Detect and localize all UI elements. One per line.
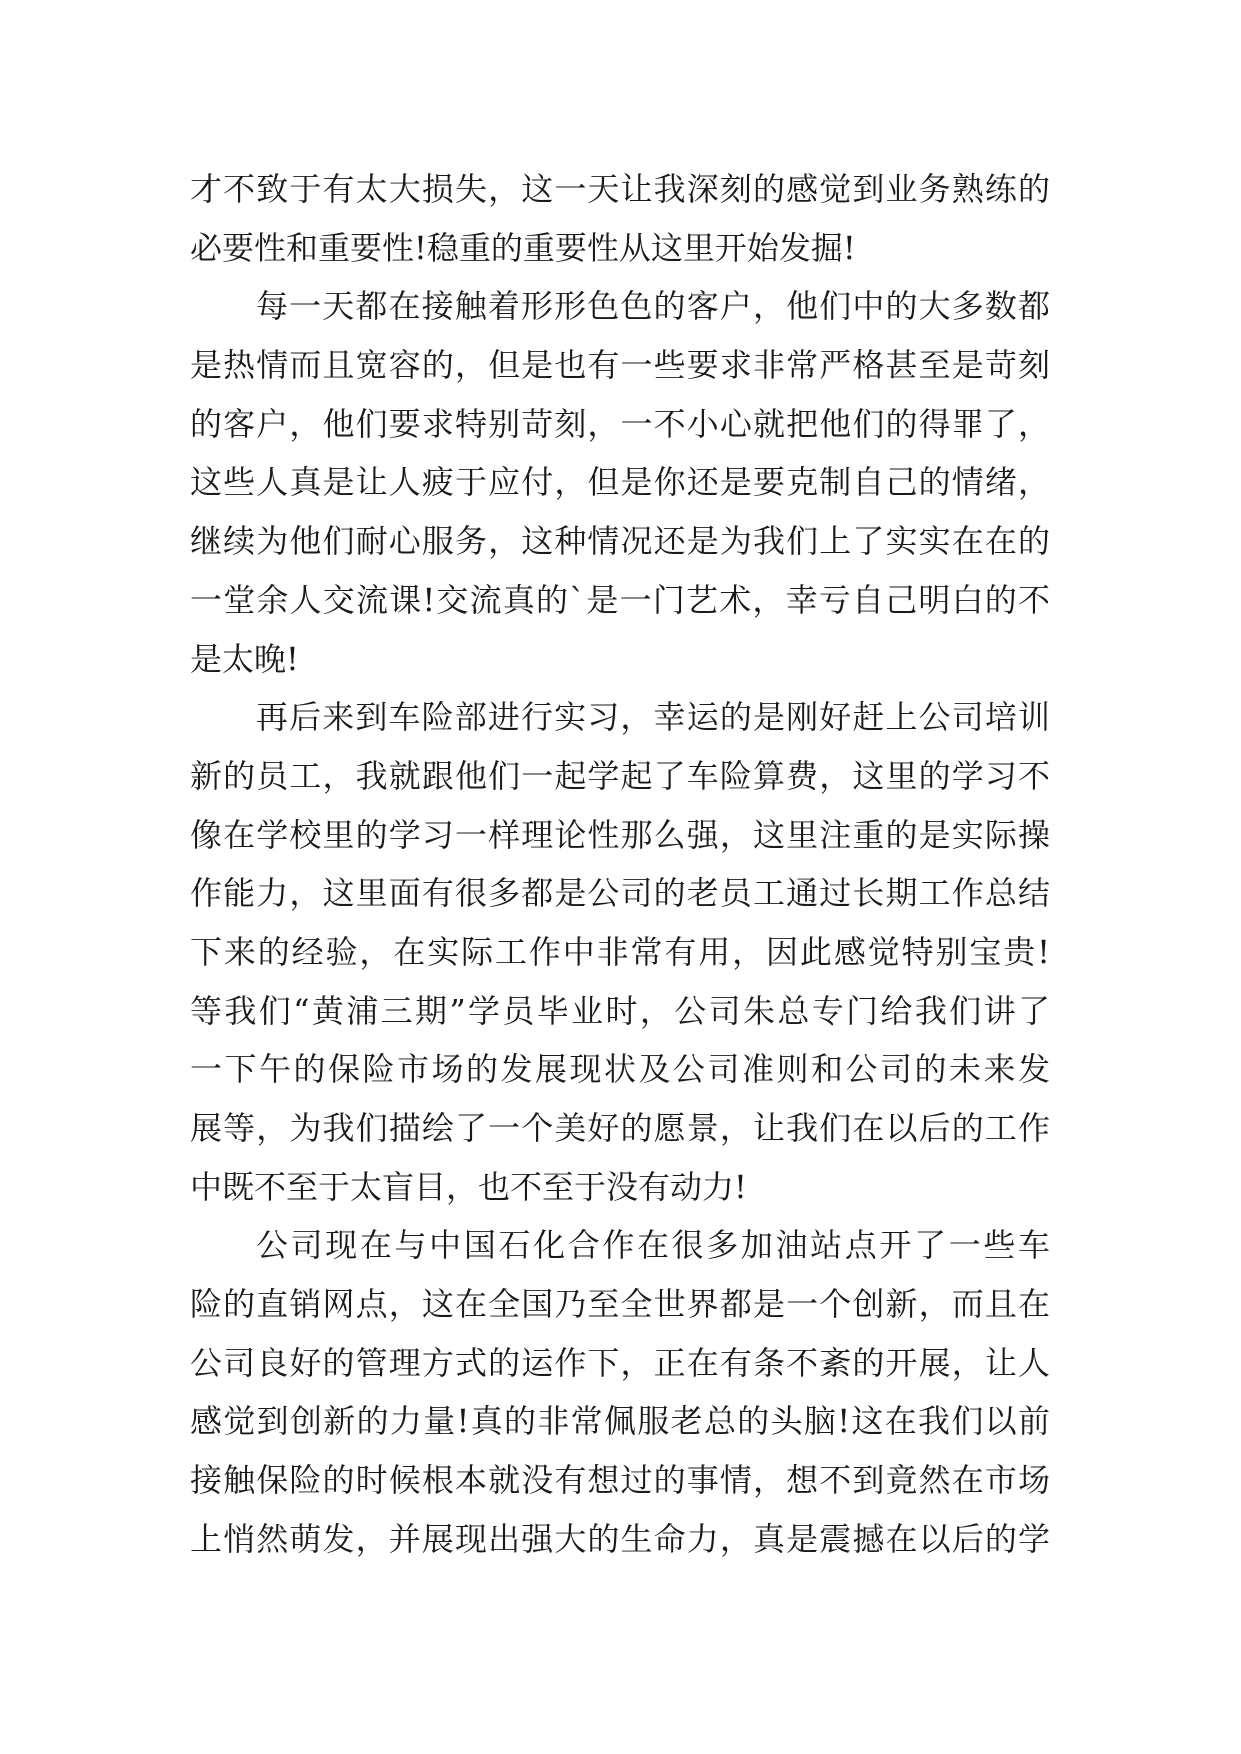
text-line: 一下午的保险市场的发展现状及公司准则和公司的未来发 [190, 1050, 1050, 1089]
text-line: 必要性和重要性!稳重的重要性从这里开始发掘! [190, 228, 856, 267]
text-line: 接触保险的时候根本就没有想过的事情，想不到竟然在市场 [190, 1461, 1050, 1500]
text-line: 像在学校里的学习一样理论性那么强，这里注重的是实际操 [190, 815, 1050, 854]
paragraph-first-line: 每一天都在接触着形形色色的客户，他们中的大多数都 [256, 287, 1050, 326]
text-line: 是太晚! [190, 639, 299, 678]
paragraph-first-line: 公司现在与中国石化合作在很多加油站点开了一些车 [256, 1226, 1050, 1265]
text-line: 展等，为我们描绘了一个美好的愿景，让我们在以后的工作 [190, 1109, 1050, 1147]
paragraph-first-line: 再后来到车险部进行实习，幸运的是刚好赶上公司培训 [256, 698, 1050, 737]
body-text [190, 160, 1050, 1569]
text-line: 继续为他们耐心服务，这种情况还是为我们上了实实在在的 [190, 522, 1050, 561]
text-line: 感觉到创新的力量!真的非常佩服老总的头脑!这在我们以前 [190, 1402, 1050, 1441]
text-line: 险的直销网点，这在全国乃至全世界都是一个创新，而且在 [190, 1285, 1050, 1324]
text-line: 中既不至于太盲目，也不至于没有动力! [190, 1167, 747, 1206]
text-line: 是热情而且宽容的，但是也有一些要求非常严格甚至是苛刻 [190, 346, 1050, 385]
text-line: 下来的经验，在实际工作中非常有用，因此感觉特别宝贵! [190, 932, 1050, 971]
text-line: 新的员工，我就跟他们一起学起了车险算费，这里的学习不 [190, 756, 1050, 795]
text-line: 公司良好的管理方式的运作下，正在有条不紊的开展，让人 [190, 1343, 1050, 1382]
text-line: 上悄然萌发，并展现出强大的生命力，真是震撼在以后的学 [190, 1519, 1050, 1558]
text-line: 等我们“黄浦三期”学员毕业时，公司朱总专门给我们讲了 [190, 991, 1050, 1030]
text-line: 一堂余人交流课!交流真的`是一门艺术，幸亏自己明白的不 [190, 580, 1050, 619]
text-line: 的客户，他们要求特别苛刻，一不小心就把他们的得罪了， [190, 404, 1050, 443]
text-line: 这些人真是让人疲于应付，但是你还是要克制自己的情绪， [190, 463, 1050, 502]
text-line: 才不致于有太大损失，这一天让我深刻的感觉到业务熟练的 [190, 170, 1050, 208]
text-line: 作能力，这里面有很多都是公司的老员工通过长期工作总结 [190, 874, 1050, 913]
